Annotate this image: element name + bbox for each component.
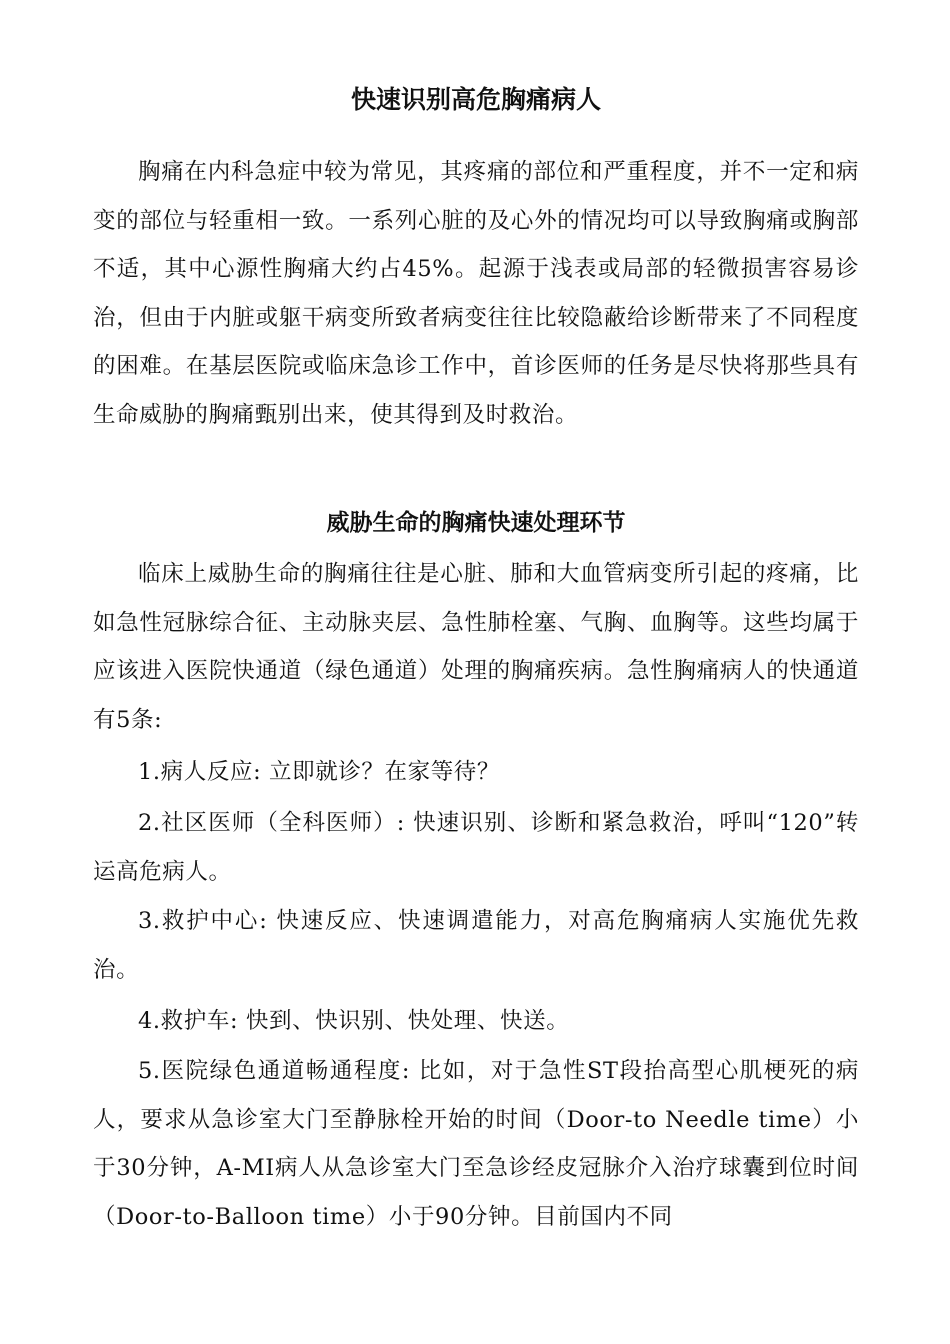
section-intro-paragraph: 临床上威胁生命的胸痛往往是心脏、肺和大血管病变所引起的疼痛，比如急性冠脉综合征、主动脉夹层、急性肺栓塞、气胸、血胸等。这些均属于应该进入医院快通道（绿色通道）处理的胸痛疾病。急性胸痛病人的快通道有5条: <box>93 561 859 733</box>
list-item: 5.医院绿色通道畅通程度: 比如，对于急性ST段抬高型心肌梗死的病人，要求从急诊室大门至静脉栓开始的时间（Door-to Needle time）小于30分钟，A-MI病人从急诊室大门至急诊经皮冠脉介入治疗球囊到位时间（Door-to-Balloon time）小于90分钟。目前国内不同 <box>93 1058 859 1230</box>
list-item: 2.社区医师（全科医师）: 快速识别、诊断和紧急救治，呼叫“120”转运高危病人。 <box>93 810 859 885</box>
intro-paragraph: 胸痛在内科急症中较为常见，其疼痛的部位和严重程度，并不一定和病变的部位与轻重相一致。一系列心脏的及心外的情况均可以导致胸痛或胸部不适，其中心源性胸痛大约占45%。起源于浅表或局部的轻微损害容易诊治，但由于内脏或躯干病变所致者病变往往比较隐蔽给诊断带来了不同程度的困难。在基层医院或临床急诊工作中，首诊医师的任务是尽快将那些具有生命威胁的胸痛甄别出来，使其得到及时救治。 <box>93 159 859 428</box>
document-title: 快速识别高危胸痛病人 <box>350 85 601 114</box>
list-item: 1.病人反应: 立即就诊？在家等待？ <box>138 759 501 785</box>
section-heading: 威胁生命的胸痛快速处理环节 <box>326 510 626 536</box>
list-item: 4.救护车: 快到、快识别、快处理、快送。 <box>138 1008 570 1034</box>
list-item: 3.救护中心: 快速反应、快速调遣能力，对高危胸痛病人实施优先救治。 <box>93 908 859 983</box>
